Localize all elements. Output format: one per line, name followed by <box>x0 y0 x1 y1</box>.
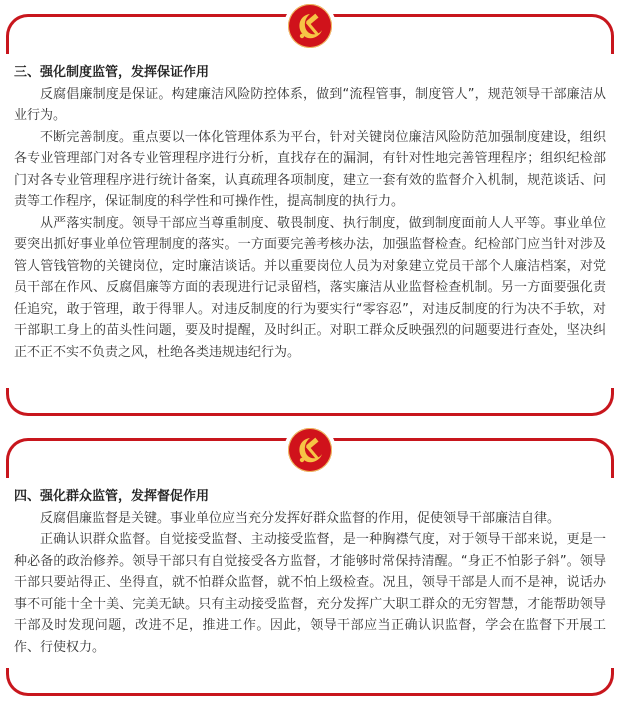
party-emblem-icon <box>288 4 332 48</box>
emblem-badge <box>284 0 336 52</box>
section-heading: 三、强化制度监管，发挥保证作用 <box>14 65 210 80</box>
paragraph: 不断完善制度。重点要以一体化管理体系为平台，针对关键岗位廉洁风险防范加强制度建设，组织各专业管理部门对各专业管理程序进行分析，直找存在的漏洞，有针对性地完善管理程序；组织纪检部门对各专业管理程序进行统计备案，认真疏理各项制度，建立一套有效的监督介入机制，规范谈话、问责等工作程序，保证制度的科学性和可操作性，提高制度的执行力。 <box>14 129 606 209</box>
section-heading: 四、强化群众监管，发挥督促作用 <box>14 489 210 504</box>
frame-bottom-border <box>6 388 614 416</box>
paragraph: 从严落实制度。领导干部应当尊重制度、敬畏制度、执行制度，做到制度面前人人平等。事业单位要突出抓好事业单位管理制度的落实。一方面要完善考核办法，加强监督检查。纪检部门应当针对涉及管人管钱管物的关键岗位，定时廉洁谈话。并以重要岗位人员为对象建立党员干部个人廉洁档案，对党员干部在作风、反腐倡廉等方面的表现进行记录留档，落实廉洁从业监督检查机制。另一方面要强化责任追究，敢于管理，敢于得罪人。对违反制度的行为要实行“零容忍”，对违反制度的行为决不手软，对干部职工身上的苗头性问题，要及时提醒，及时纠正。对职工群众反映强烈的问题要进行查处，坚决纠正不正不实不负责之风，杜绝各类违规违纪行为。 <box>14 215 606 360</box>
frame-bottom-border <box>6 668 614 696</box>
party-emblem-icon <box>288 428 332 472</box>
paragraph: 反腐倡廉制度是保证。构建廉洁风险防控体系，做到“流程管事，制度管人”，规范领导干部廉洁从业行为。 <box>14 86 606 123</box>
section-mass-supervision <box>0 424 620 701</box>
emblem-badge <box>284 424 336 476</box>
section-content <box>14 62 606 363</box>
section-content <box>14 486 606 658</box>
paragraph: 反腐倡廉监督是关键。事业单位应当充分发挥好群众监督的作用，促使领导干部廉洁自律。 <box>40 510 561 526</box>
paragraph: 正确认识群众监督。自觉接受监督、主动接受监督，是一种胸襟气度，对于领导干部来说，更是一种必备的政治修养。领导干部只有自觉接受各方监督，才能够时常保持清醒。“身正不怕影子斜”。领导干部只要站得正、坐得直，就不怕群众监督，就不怕上级检查。况且，领导干部是人而不是神，说话办事不可能十全十美、完美无缺。只有主动接受监督，充分发挥广大职工群众的无穷智慧，才能帮助领导干部及时发现问题，改进不足，推进工作。因此，领导干部应当正确认识监督，学会在监督下开展工作、行使权力。 <box>14 532 606 655</box>
